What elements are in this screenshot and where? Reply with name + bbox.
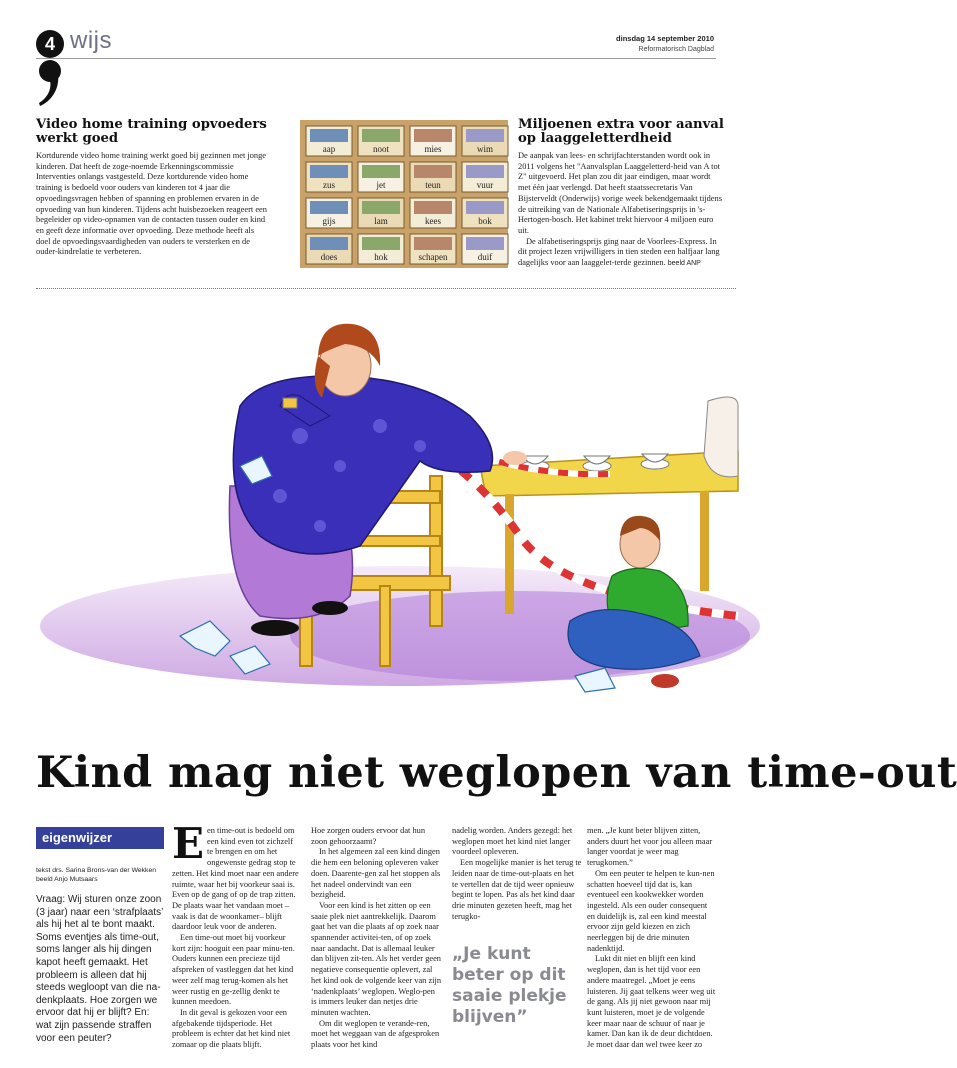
word-card-label: jet: [376, 180, 386, 190]
word-card: [462, 234, 508, 264]
word-card-label: noot: [372, 144, 390, 154]
section-name: wijs: [70, 27, 112, 54]
drop-cap: E: [172, 819, 205, 868]
word-cards-image: [300, 120, 508, 268]
story-title: Video home training opvoeders werkt goed: [36, 117, 267, 146]
pull-quote: „Je kunt beter op dit saaie plekje blijven”: [452, 944, 567, 1027]
story-body-2: De alfabetiseringsprijs ging naar de Voorlees-Express. In dit project lezen vrijwilligers in tien steden een halfjaar lang dagelijks voor aan laaggelet-terde gezinnen.: [518, 236, 720, 268]
word-card-label: wim: [476, 144, 494, 154]
word-card: [410, 126, 456, 156]
word-card: [358, 126, 404, 156]
word-card-label: hok: [374, 252, 388, 262]
word-card: [306, 198, 352, 228]
word-card-label: gijs: [322, 216, 336, 226]
word-card-label: kees: [425, 216, 441, 226]
article-paragraph: [172, 819, 300, 933]
word-card: [462, 198, 508, 228]
article-paragraph: Een time-out moet bij voorkeur kort zijn: hooguit een paar minu-ten. Ouders kunnen een precieze tijd afspreken of vastleggen dat het kind weer zelf mag terug-komen als het weer rustig en ge-zellig denkt te kunnen meedoen.: [172, 933, 295, 1007]
newspaper-name: Reformatorisch Dagblad: [638, 46, 714, 53]
word-card-label: teun: [425, 180, 441, 190]
article-paragraph: nadelig worden. Anders gezegd: het weglopen moet het kind niet langer voordeel opleveren.: [452, 826, 573, 857]
word-card: [410, 234, 456, 264]
story-body: Kortdurende video home training werkt goed bij gezinnen met jonge kinderen. Dat heeft de zoge-noemde Erkenningscommissie Interventies onlangs vastgesteld. Deze kortdurende video home training is bedoeld voor ouders van kinderen tot 4 jaar die opvoedingsvragen hebben of spanning en problemen ervaren in de opvoeding van hun kinderen. Tijdens acht huisbezoeken reageert een begeleider op video-opnamen van de contacten tussen ouder en kind en geeft deze informatie over opvoeding. Deze methode heeft als doel de opvoedingsvaardigheden van ouders te versterken en de ouder-kindrelatie te verbeteren.: [36, 151, 267, 257]
photo-credit: beeld ANP: [667, 260, 701, 268]
word-card: [462, 162, 508, 192]
byline: [36, 866, 176, 884]
article-paragraph: Om een peuter te helpen te kun-nen schatten hoeveel tijd dat is, kan eventueel een kookwekker worden ingesteld. Als een ouder consequent en duidelijk is, zal een kind meestal ervoor zijn geld kiezen en zich neerleggen bij de drie minuten nadenktijd.: [587, 868, 715, 953]
article-paragraph: Voor een kind is het zitten op een saaie plek niet aantrekkelijk. Daarom gaat het van die plaats af op zoek naar spannender activitei-ten, of op zoek naar aandacht. Dat is allemaal leuker dan blijven zit-ten. Als het verder geen negatieve consequentie oplevert, zal het kind ook de volgende keer van zijn ‘nadenkplaats’ weglopen. Weglo-pen is immers leuker dan netjes drie minuten wachten.: [311, 900, 442, 1017]
byline-illustrator: beeld Anjo Mutsaars: [36, 876, 98, 883]
word-card-label: does: [320, 252, 338, 262]
word-card: [410, 162, 456, 192]
word-card-label: schapen: [418, 252, 448, 262]
word-cards-photo: [300, 120, 508, 268]
word-card: [410, 198, 456, 228]
story-body-continued: [518, 237, 724, 270]
story-title: Miljoenen extra voor aanval op laaggeletterdheid: [518, 117, 724, 146]
illustration-drawing: [0, 296, 738, 736]
article-headline: Kind mag niet weglopen van time-out: [36, 748, 957, 798]
article-column-3: [452, 826, 582, 922]
word-card-label: duif: [477, 252, 493, 262]
column-label: eigenwijzer: [36, 827, 164, 849]
word-card: [306, 162, 352, 192]
article-column-2: [311, 826, 441, 1051]
word-card: [358, 162, 404, 192]
news-story-literacy: [518, 118, 724, 270]
comma-logo-icon: [34, 58, 68, 108]
time-out-illustration: [0, 296, 738, 736]
word-card-label: lam: [374, 216, 388, 226]
paragraph-text: en time-out is bedoeld om een kind even tot zichzelf te brengen en om het ongewenste gedrag stop te zetten. Het kind moet naar een andere ruimte, waar het bij voorkeur saai is. Even op de gang of op de trap zitten. De plaats waar het vandaan moet –vaak is dat de woonkamer– blijft daardoor leuk voor de anderen.: [172, 826, 299, 932]
word-card: [358, 234, 404, 264]
article-paragraph: In het algemeen zal een kind dingen die hem een beloning opleveren vaker doen. Daarente-gen zal het stoppen als het nadeel ondervindt van een bezigheid.: [311, 847, 441, 900]
section-divider: [36, 288, 736, 289]
page-number-badge: 4: [36, 30, 64, 58]
word-card-label: mies: [424, 144, 442, 154]
issue-date: dinsdag 14 september 2010: [616, 34, 714, 43]
header-rule: [36, 58, 716, 59]
article-paragraph: Om dit weglopen te verande-ren, moet het weggaan van de afgesproken plaats voor het kind: [311, 1018, 440, 1050]
word-card: [306, 126, 352, 156]
word-card-label: zus: [323, 180, 335, 190]
byline-author: tekst drs. Sarina Brons-van der Wekken: [36, 867, 157, 874]
article-column-1: [172, 819, 300, 1051]
article-paragraph: Een mogelijke manier is het terug te leiden naar de time-out-plaats en het te vertellen dat de tijd weer opnieuw begint te lopen. Pas als het kind daar drie minuten gezeten heeft, mag het terugko-: [452, 858, 582, 921]
article-paragraph: In dit geval is gekozen voor een afgebakende tijdsperiode. Het probleem is echter dat het kind niet zomaar op die plaats blijft.: [172, 1007, 291, 1050]
word-card-label: aap: [322, 144, 336, 154]
article-paragraph: Hoe zorgen ouders ervoor dat hun zoon gehoorzaamt?: [311, 826, 426, 846]
article-column-4: [587, 826, 717, 1051]
word-card-label: vuur: [476, 180, 494, 190]
word-card: [358, 198, 404, 228]
word-card: [462, 126, 508, 156]
news-story-video-training: [36, 118, 268, 258]
story-body: De aanpak van lees- en schrijfachterstanden wordt ook in 2011 volgens het "Aanvalsplan Laaggeletterd-heid van A tot Z" uitgevoerd. Het plan zou dit jaar eindigen, maar wordt met één jaar verlengd. Dat heeft staatssecretaris Van Bijsterveldt (Onderwijs) vorige week bekendgemaakt tijdens de uitreiking van de Nationale Alfabetiseringsprijs in 's-Hertogen-bosch. Het kabinet trekt hiervoor 4 miljoen euro uit.: [518, 151, 722, 235]
article-paragraph: men. „Je kunt beter blijven zitten, anders duurt het voor jou alleen maar langer voordat je weer mag terugkomen.”: [587, 826, 713, 868]
article-paragraph: Lukt dit niet en blijft een kind weglopen, dan is het tijd voor een andere maatregel. „Moet je eens luisteren. Jij gaat telkens weer weg uit de gang. Als jij niet gewoon naar mij kunt luisteren, moet je de volgende keer maar naar de schuur of naar je kamer. Dan kan ik de deur dichtdoen. Je moet daar dan wel twee keer zo: [587, 954, 716, 1050]
word-card: [306, 234, 352, 264]
reader-question: Vraag: Wij sturen onze zoon (3 jaar) naar een ‘strafplaats’ als hij het al te bont maakt. Soms eventjes als time-out, soms langer als hij dingen kapot heeft gemaakt. Het probleem is alleen dat hij steeds wegloopt van die na-denkplaats. Hoe zorgen we ervoor dat hij er blijft? En: wat zijn passende straffen voor een peuter?: [36, 894, 163, 1044]
word-card-label: bok: [478, 216, 492, 226]
